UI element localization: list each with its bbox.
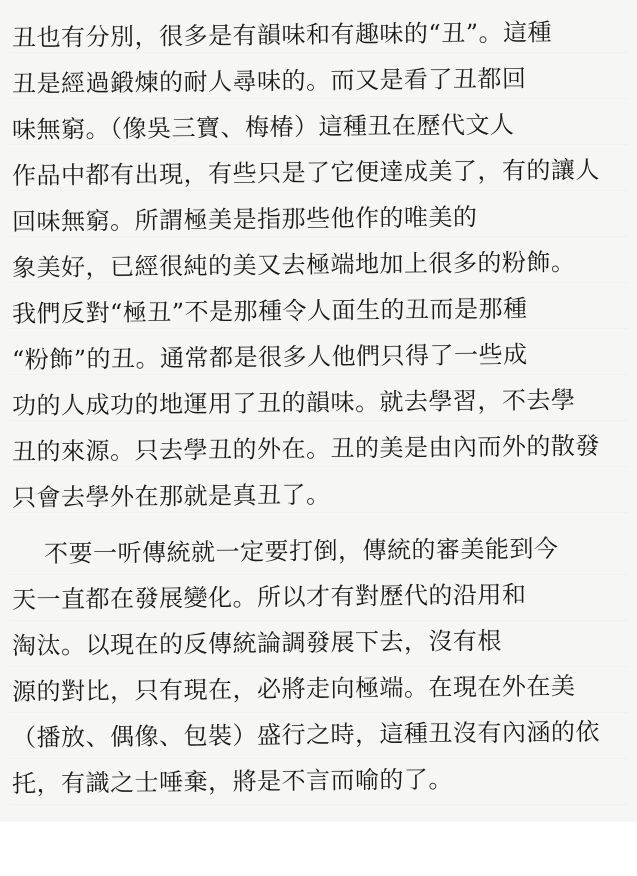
text-line: 我們反對“極丑”不是那種令人面生的丑而是那種	[11, 294, 528, 328]
text-line: 回味無窮。所謂極美是指那些他作的唯美的	[11, 203, 478, 236]
text-line: 作品中都有出現，有些只是了它便達成美了，有的讓人	[11, 155, 601, 190]
text-line: 源的對比，只有現在，必將走向極端。在現在外在美	[11, 672, 576, 706]
scan-margin	[0, 822, 637, 876]
text-line: 丑是經過鍛煉的耐人尋味的。而又是看了丑都回	[11, 64, 527, 98]
line-guide	[10, 804, 628, 805]
text-line: 功的人成功的地運用了丑的韻味。就去學習，不去學	[11, 386, 576, 420]
text-line: 丑也有分別，很多是有韻味和有趣味的“丑”。這種	[11, 18, 553, 52]
text-line: 丑的來源。只去學丑的外在。丑的美是由內而外的散發	[11, 431, 601, 466]
text-line: 象美好，已經很純的美又去極端地加上很多的粉飾。	[11, 248, 576, 282]
text-line: 天一直都在發展變化。所以才有對歷代的沿用和	[11, 580, 527, 614]
text-line: 托，有識之士唾棄，將是不言而喻的了。	[11, 765, 454, 798]
text-line: 淘汰。以現在的反傳統論調發展下去，沒有根	[11, 626, 503, 660]
text-line: 只會去學外在那就是真丑了。	[11, 480, 331, 512]
paragraph-first-line: 不要一听傳統就一定要打倒，傳統的審美能到今	[43, 534, 559, 568]
text-line: “粉飾”的丑。通常都是很多人他們只得了一些成	[11, 340, 528, 374]
text-line: （播放、偶像、包裝）盛行之時，這種丑沒有內涵的依	[11, 717, 601, 752]
text-line: 味無窮。（像吳三寶、梅椿）這種丑在歷代文人	[11, 110, 515, 144]
